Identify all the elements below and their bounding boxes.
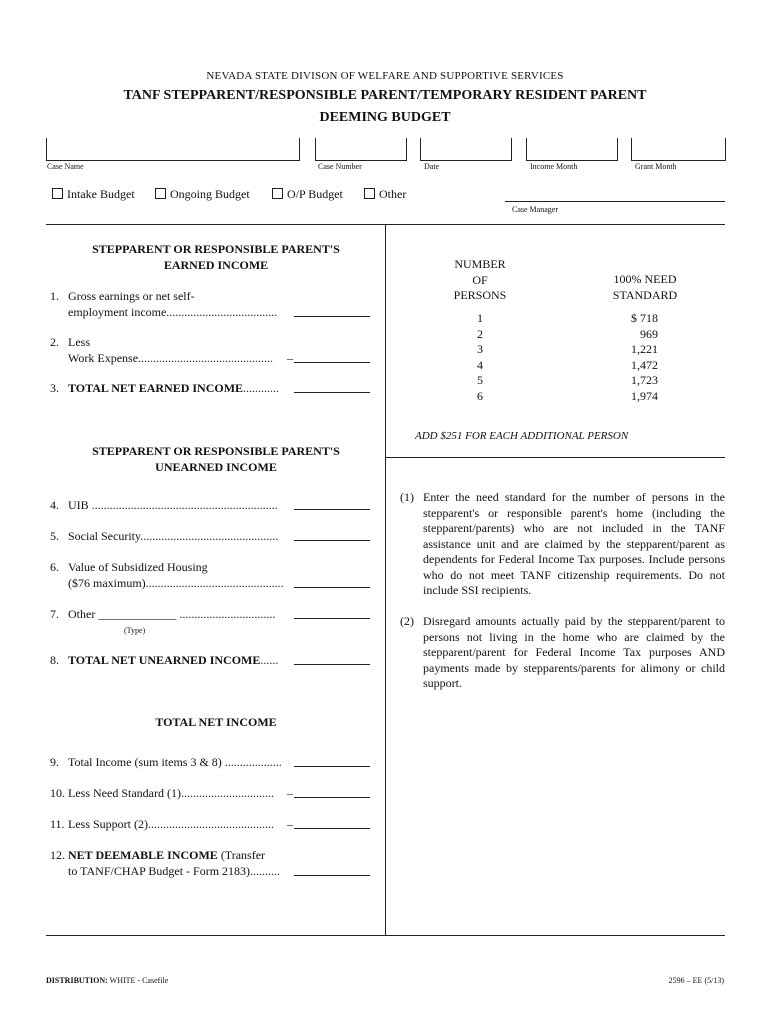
line-3-blank[interactable] [294,392,370,393]
line-7-other[interactable]: 7. Other _____________ ................................ [50,606,370,622]
center-divider [385,224,386,935]
bottom-rule [46,935,725,936]
line-11-blank[interactable] [294,828,370,829]
case-manager-field[interactable] [505,201,725,202]
table-cell: 3 [477,342,483,356]
case-number-label: Case Number [318,162,362,171]
line-5-blank[interactable] [294,540,370,541]
table-cell: 2 [477,326,483,341]
grant-month-label: Grant Month [635,162,677,171]
standard-column [595,311,658,404]
line-6-blank[interactable] [294,587,370,588]
line-1-gross-earnings[interactable]: 1. Gross earnings or net self- employment income..................................... [50,288,370,320]
line-12-net-deemable-income[interactable]: 12. NET DEEMABLE INCOME (Transfer to TANF/CHAP Budget - Form 2183).......... [50,847,370,879]
note-2: (2) Disregard amounts actually paid by the stepparent/parent to persons not living in the home who are claimed by the stepparent/parent for Federal Income Tax purposes AND payments made by stepparents/parents for alimony or child support. [400,614,725,690]
table-cell: 1,472 [631,357,658,372]
line-11-less-support[interactable]: 11. Less Support (2).......................................... – [50,816,370,832]
line-4-blank[interactable] [294,509,370,510]
earned-income-heading: STEPPARENT OR RESPONSIBLE PARENT'S EARNED INCOME [92,242,340,272]
table-cell: 1,974 [631,388,658,403]
line-5-social-security[interactable]: 5. Social Security.............................................. [50,528,370,544]
persons-column-header: NUMBER OF PERSONS [453,257,507,302]
unearned-income-heading: STEPPARENT OR RESPONSIBLE PARENT'S UNEARNED INCOME [92,444,340,474]
line-12-blank[interactable] [294,875,370,876]
line-2-work-expense[interactable]: 2. Less Work Expense............................................. – [50,334,370,366]
table-cell: 969 [640,326,658,341]
op-budget-checkbox[interactable]: O/P Budget [272,187,343,202]
additional-person-note: ADD $251 FOR EACH ADDITIONAL PERSON [415,430,629,442]
checkbox-icon [155,188,166,199]
table-cell: 4 [477,357,483,372]
checkbox-icon [272,188,283,199]
line-1-blank[interactable] [294,316,370,317]
table-cell: 6 [477,388,483,403]
agency-name: NEVADA STATE DIVISON OF WELFARE AND SUPPORTIVE SERVICES [206,70,564,82]
line-9-total-income[interactable]: 9. Total Income (sum items 3 & 8) ................... [50,754,370,770]
case-manager-label: Case Manager [512,205,558,214]
line-9-blank[interactable] [294,766,370,767]
form-title: TANF STEPPARENT/RESPONSIBLE PARENT/TEMPORARY RESIDENT PARENT [123,88,647,103]
income-month-field[interactable] [526,138,618,161]
line-7-type-label: (Type) [124,626,146,635]
form-number: 2596 – EE (5/13) [668,976,724,985]
line-7-blank[interactable] [294,618,370,619]
form-subtitle: DEEMING BUDGET [319,110,451,125]
table-cell: 1,221 [631,342,658,356]
date-field[interactable] [420,138,512,161]
line-8-blank[interactable] [294,664,370,665]
table-cell: 1,723 [631,373,658,387]
checkbox-icon [52,188,63,199]
line-3-total-net-earned[interactable]: 3. TOTAL NET EARNED INCOME............ [50,380,370,396]
total-net-income-heading: TOTAL NET INCOME [155,715,277,729]
persons-column [440,311,520,404]
standard-column-header: 100% NEED STANDARD [612,272,678,302]
table-cell: 5 [477,373,483,387]
distribution-note: DISTRIBUTION: WHITE - Casefile [46,976,169,985]
line-4-uib[interactable]: 4. UIB .............................................................. [50,497,370,513]
case-number-field[interactable] [315,138,407,161]
ongoing-budget-checkbox[interactable]: Ongoing Budget [155,187,250,202]
table-bottom-rule [386,457,725,458]
line-10-less-need-standard[interactable]: 10. Less Need Standard (1)............................... – [50,785,370,801]
intake-budget-checkbox[interactable]: Intake Budget [52,187,135,202]
case-name-field[interactable] [46,138,300,161]
checkbox-icon [364,188,375,199]
case-name-label: Case Name [47,162,84,171]
line-6-subsidized-housing[interactable]: 6. Value of Subsidized Housing ($76 maximum).............................................. [50,559,370,591]
income-month-label: Income Month [530,162,578,171]
line-8-total-net-unearned[interactable]: 8. TOTAL NET UNEARNED INCOME...... [50,652,370,668]
date-label: Date [424,162,440,171]
line-2-blank[interactable] [294,362,370,363]
line-10-blank[interactable] [294,797,370,798]
table-cell: $ 718 [631,311,658,325]
other-budget-checkbox[interactable]: Other [364,187,406,202]
table-cell: 1 [477,311,483,325]
grant-month-field[interactable] [631,138,726,161]
note-1: (1) Enter the need standard for the number of persons in the stepparent's or responsible parent's home (including the stepparent/parents) who are not included in the TANF assistance unit and are claimed by the stepparent/parent as dependents for Federal Income Tax purposes. Include persons who do not meet TANF citizenship requirements. Do not include SSI recipients. [400,490,725,597]
